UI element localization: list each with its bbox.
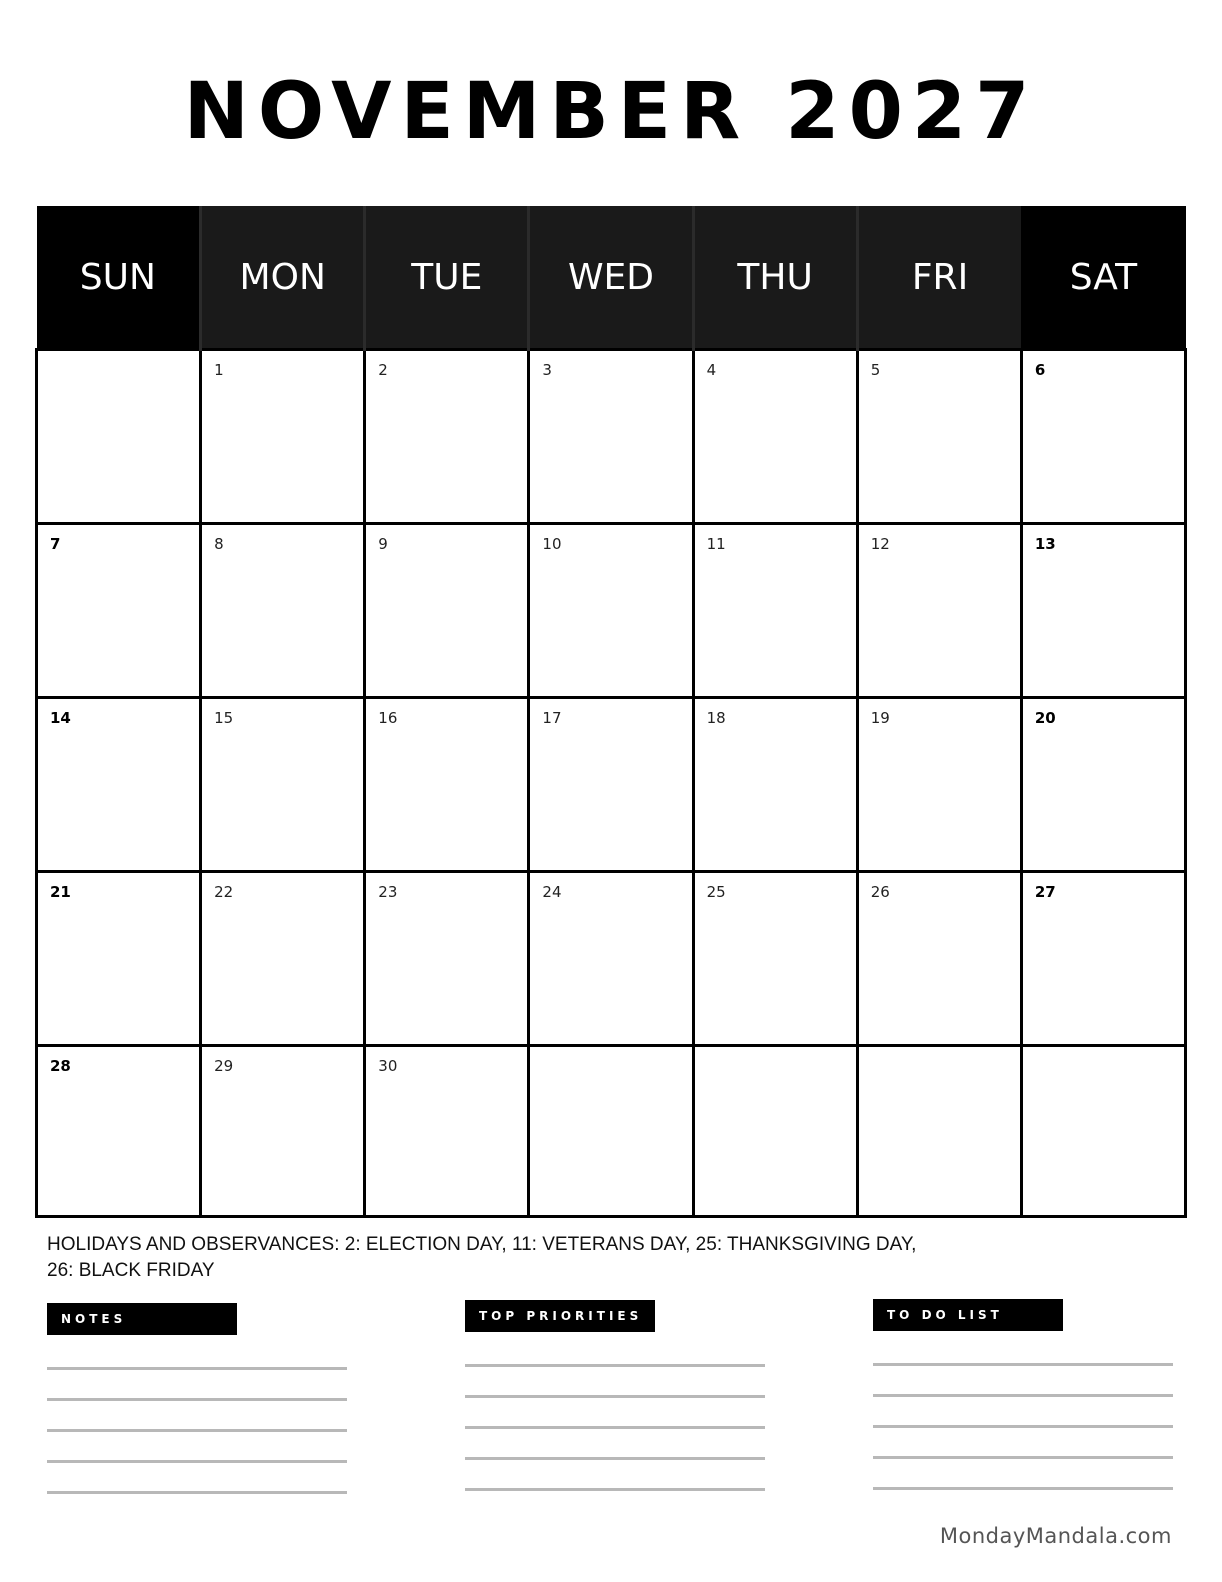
day-number: 30: [378, 1057, 398, 1075]
day-cell[interactable]: [365, 1046, 529, 1217]
day-number: 29: [214, 1057, 234, 1075]
day-number: 4: [706, 361, 717, 379]
day-cell[interactable]: [1021, 1046, 1185, 1217]
day-number: 8: [214, 535, 224, 553]
priorities-line[interactable]: [465, 1488, 765, 1491]
day-number: 24: [542, 883, 562, 901]
todo-line[interactable]: [873, 1394, 1173, 1397]
day-cell[interactable]: [1021, 350, 1185, 524]
day-number: 16: [378, 709, 398, 727]
notes-section: [47, 1303, 347, 1494]
todo-line[interactable]: [873, 1363, 1173, 1366]
day-cell[interactable]: [37, 872, 201, 1046]
day-cell[interactable]: [37, 1046, 201, 1217]
day-cell[interactable]: [857, 350, 1021, 524]
day-cell[interactable]: [1021, 524, 1185, 698]
notes-line[interactable]: [47, 1429, 347, 1432]
day-cell[interactable]: [529, 698, 693, 872]
day-cell[interactable]: [693, 698, 857, 872]
holidays-note: [47, 1232, 947, 1284]
top-priorities-label: TOP PRIORITIES: [465, 1300, 655, 1332]
day-cell[interactable]: [693, 524, 857, 698]
day-number: 17: [542, 709, 562, 727]
day-number: 22: [214, 883, 234, 901]
day-number: 25: [706, 883, 726, 901]
todo-line[interactable]: [873, 1425, 1173, 1428]
day-number: 27: [1034, 883, 1056, 901]
day-number: 13: [1034, 535, 1056, 553]
week-row-1: [37, 350, 1186, 524]
priorities-line[interactable]: [465, 1457, 765, 1460]
top-priorities-section: [465, 1300, 765, 1491]
weekday-wed: WED: [529, 206, 693, 350]
todo-section: [873, 1299, 1173, 1490]
day-cell[interactable]: [857, 872, 1021, 1046]
day-number: 10: [542, 535, 562, 553]
day-number: 19: [870, 709, 890, 727]
todo-line[interactable]: [873, 1456, 1173, 1459]
day-cell[interactable]: [365, 872, 529, 1046]
day-cell[interactable]: [365, 698, 529, 872]
day-cell[interactable]: [693, 1046, 857, 1217]
day-cell[interactable]: [365, 524, 529, 698]
weekday-thu: THU: [693, 206, 857, 350]
day-number: 9: [378, 535, 388, 553]
day-cell[interactable]: [693, 872, 857, 1046]
day-cell[interactable]: [529, 524, 693, 698]
day-number: [38, 351, 199, 361]
day-cell[interactable]: [529, 872, 693, 1046]
weekday-mon: MON: [201, 206, 365, 350]
day-number: 11: [706, 535, 726, 553]
day-number: 7: [50, 535, 61, 553]
week-row-5: [37, 1046, 1186, 1217]
day-cell[interactable]: [529, 350, 693, 524]
todo-line[interactable]: [873, 1487, 1173, 1490]
site-watermark: MondayMandala.com: [939, 1524, 1172, 1548]
notes-label: NOTES: [47, 1303, 237, 1335]
weekday-header-row: [37, 206, 1186, 350]
week-row-3: [37, 698, 1186, 872]
day-number: [695, 1047, 856, 1057]
day-cell[interactable]: [201, 350, 365, 524]
priorities-line[interactable]: [465, 1395, 765, 1398]
day-cell[interactable]: [37, 350, 201, 524]
day-cell[interactable]: [37, 524, 201, 698]
day-number: [1023, 1047, 1184, 1057]
holidays-line-1: HOLIDAYS AND OBSERVANCES: 2: ELECTION DAY, 11: VETERANS DAY, 25: THANKSGIVING DAY,: [47, 1234, 917, 1255]
day-number: 26: [870, 883, 890, 901]
weekday-fri: FRI: [857, 206, 1021, 350]
notes-line[interactable]: [47, 1460, 347, 1463]
notes-line[interactable]: [47, 1367, 347, 1370]
notes-line[interactable]: [47, 1398, 347, 1401]
weekday-sat: SAT: [1021, 206, 1185, 350]
day-number: 15: [214, 709, 234, 727]
day-number: 28: [50, 1057, 71, 1075]
weekday-tue: TUE: [365, 206, 529, 350]
calendar-grid: [35, 206, 1187, 1218]
day-cell[interactable]: [201, 524, 365, 698]
holidays-line-2: 26: BLACK FRIDAY: [47, 1260, 215, 1281]
day-cell[interactable]: [857, 698, 1021, 872]
week-row-4: [37, 872, 1186, 1046]
weekday-sun: SUN: [37, 206, 201, 350]
notes-line[interactable]: [47, 1491, 347, 1494]
day-number: [530, 1047, 691, 1057]
day-number: 5: [870, 361, 881, 379]
day-number: 6: [1034, 361, 1046, 379]
day-cell[interactable]: [201, 698, 365, 872]
day-cell[interactable]: [365, 350, 529, 524]
day-cell[interactable]: [201, 872, 365, 1046]
day-number: [859, 1047, 1020, 1057]
day-number: 12: [870, 535, 890, 553]
day-cell[interactable]: [529, 1046, 693, 1217]
day-cell[interactable]: [37, 698, 201, 872]
day-number: 1: [214, 361, 224, 379]
week-row-2: [37, 524, 1186, 698]
priorities-line[interactable]: [465, 1426, 765, 1429]
priorities-line[interactable]: [465, 1364, 765, 1367]
day-number: 23: [378, 883, 398, 901]
day-cell[interactable]: [857, 1046, 1021, 1217]
day-cell[interactable]: [1021, 872, 1185, 1046]
day-number: 2: [378, 361, 388, 379]
day-cell[interactable]: [201, 1046, 365, 1217]
day-cell[interactable]: [693, 350, 857, 524]
day-cell[interactable]: [857, 524, 1021, 698]
day-number: 18: [706, 709, 726, 727]
day-number: 3: [542, 361, 552, 379]
day-number: 20: [1034, 709, 1056, 727]
todo-label: TO DO LIST: [873, 1299, 1063, 1331]
calendar-title: NOVEMBER 2027: [183, 67, 1039, 157]
day-number: 21: [50, 883, 71, 901]
day-number: 14: [50, 709, 71, 727]
day-cell[interactable]: [1021, 698, 1185, 872]
